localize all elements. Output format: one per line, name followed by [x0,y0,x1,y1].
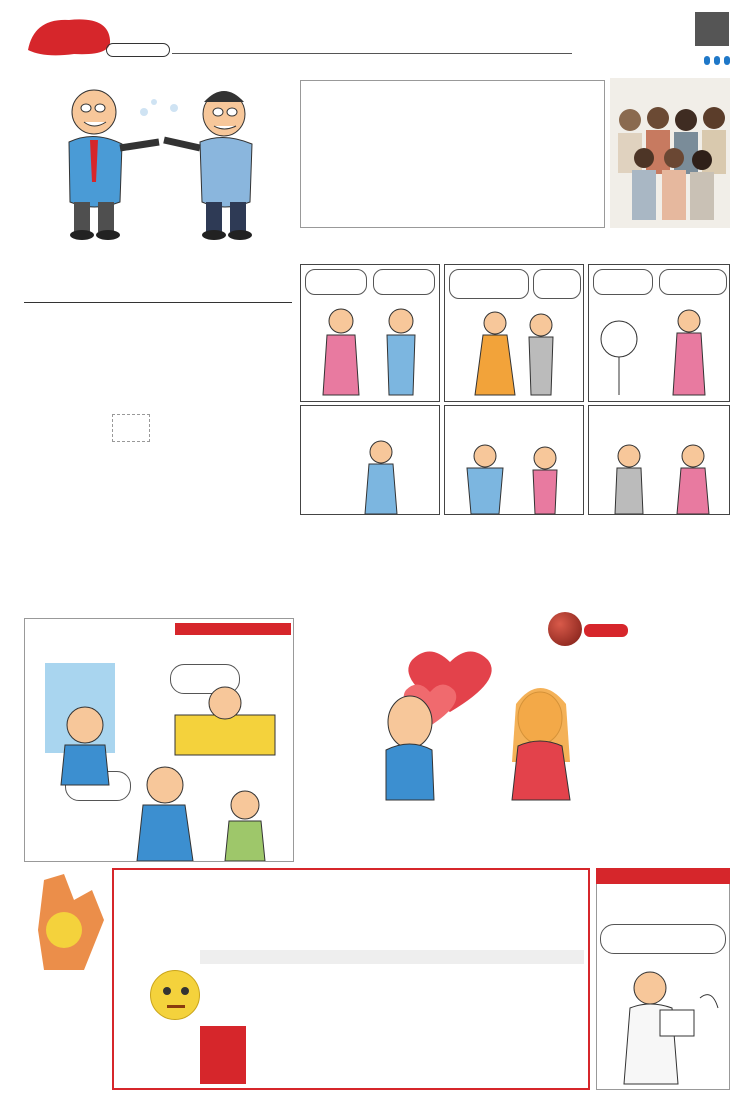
heat-caption-2 [341,410,437,430]
heat-panel-3 [588,264,730,402]
dining-couple-illustration [589,438,730,515]
social-bar [515,56,730,65]
friends-photo [610,78,730,228]
byline-rule [24,302,292,303]
onno-chokhe-title [596,868,730,884]
kitchen-scene-illustration [301,434,440,515]
header-rule [172,53,572,54]
quote-box [300,80,605,228]
heat-panel-1 [300,264,440,402]
answer-text [200,876,288,912]
side-label [112,414,150,442]
social-twitter[interactable] [714,56,720,65]
heat-caption-4 [515,410,581,438]
bitlu-illustration [25,655,295,861]
bitlu-series-label [175,623,291,635]
mp-story-col2 [415,556,515,638]
send-address [252,1030,582,1058]
heat-caption-5 [593,410,653,436]
social-facebook[interactable] [704,56,710,65]
logo-splash-icon [24,10,114,60]
bitlu-title [33,625,119,655]
story-badge [584,624,628,637]
heat-bubble-4 [533,269,581,299]
heat-bubble-6 [659,269,727,295]
stop-hand-icon [24,870,108,982]
social-website[interactable] [724,56,730,65]
section-logo [24,10,114,60]
mp-story-col1 [300,566,410,638]
main-story-title [24,255,292,285]
couple-cooking-illustration [301,299,440,402]
heat-caption-6 [665,410,727,436]
answer-entry-1 [200,876,288,946]
issue-number [106,43,170,57]
onno-chokhe-illustration [600,958,728,1088]
couple-love-illustration [300,642,626,802]
heat-bubble-3 [449,269,529,299]
paper-name [520,8,690,50]
arguing-men-illustration [24,72,292,247]
ball-icon [548,612,582,646]
reader-answers-label [116,876,146,1086]
quote-box-label [307,111,327,191]
main-story-col3 [204,307,292,602]
heat-panel-4 [300,405,440,515]
main-story-col2 [111,307,199,602]
heat-bubble-1 [305,269,367,295]
answer-entry-3 [392,876,480,946]
bitlu-comic [24,618,294,862]
friends-group-image [610,78,730,228]
question-title [200,950,584,964]
onno-chokhe-bubble [600,924,726,954]
mp-story-col3 [520,556,620,608]
quote-col1 [335,85,465,223]
thamun-illustration [24,870,108,982]
heat-bubble-5 [593,269,653,295]
answer-text [392,876,480,912]
page-number [695,12,729,46]
heat-panel-2 [444,264,584,402]
mp-story-col4 [630,524,730,859]
thinking-emoji-icon [150,970,200,1020]
thamun-title [24,990,108,1012]
onno-chokhe-news [470,889,728,919]
heat-bubble-2 [373,269,435,295]
muscle-man-illustration [445,440,584,515]
dancing-couple-illustration [445,303,584,402]
quote-col2 [471,85,601,211]
heat-panel-6 [588,405,730,515]
send-question-label [200,1026,246,1084]
answer-text [296,876,384,912]
heat-caption-3 [447,410,513,438]
heat-panel-5 [444,405,584,515]
love-illustration [300,642,626,802]
fan-couple-illustration [589,299,730,402]
mp-story-bottom-line [300,806,626,834]
answer-entry-2 [296,876,384,946]
thamun-body [24,1016,108,1086]
main-story-col1 [24,307,106,602]
man-reading-illustration [600,958,728,1088]
main-cartoon [24,72,292,247]
